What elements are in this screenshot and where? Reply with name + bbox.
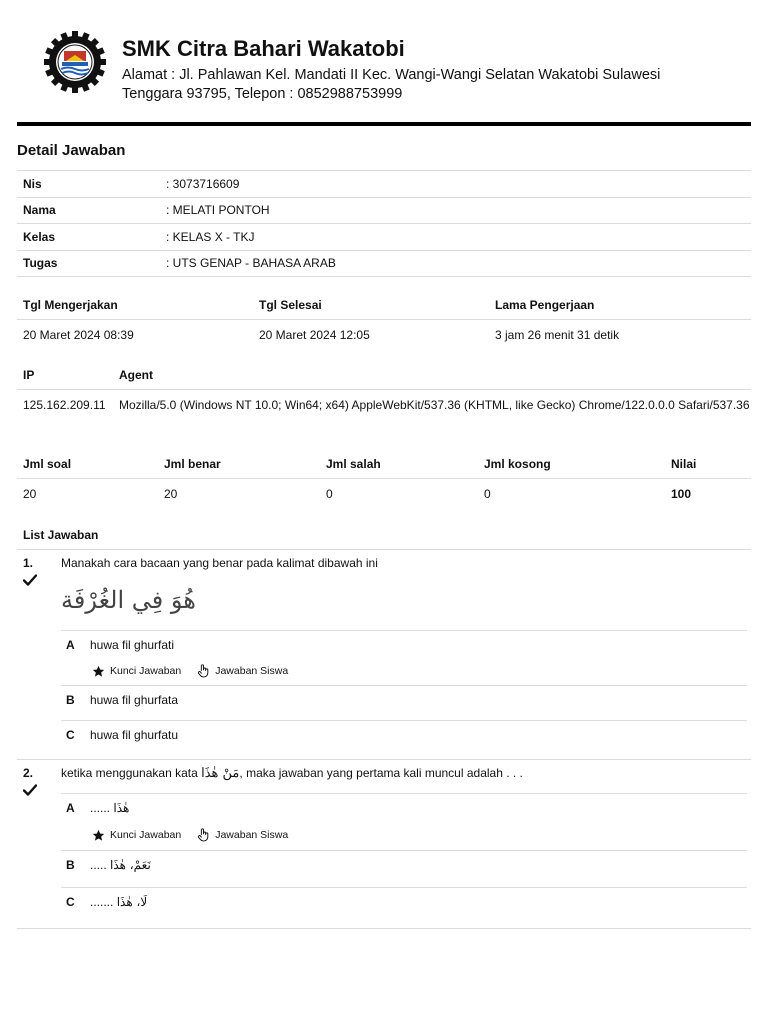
answer-option [61,685,747,720]
option-dots: ...... [90,801,111,815]
jml-benar-value: 20 [164,487,178,501]
check-icon [23,574,37,586]
nilai-value: 100 [671,487,692,501]
question-arabic-text: هُوَ فِي الغُرْفَة [61,586,196,614]
option-text: huwa fil ghurfatu [90,728,179,742]
section-title: Detail Jawaban [17,142,126,159]
col-tgl-selesai: Tgl Selesai [259,298,322,312]
col-jml-salah: Jml salah [326,457,381,471]
score-header-row [17,451,751,479]
star-icon [92,665,105,678]
student-info-table [17,170,751,277]
score-value-row [17,479,751,503]
page-header [17,0,751,126]
option-letter: B [66,858,75,872]
question-text [61,766,741,781]
answer-option [61,720,747,760]
kunci-jawaban-label: Kunci Jawaban [110,829,182,841]
option-letter: B [66,693,75,707]
option-dots: ..... [90,858,107,872]
col-jml-benar: Jml benar [164,457,221,471]
option-letter: C [66,728,75,742]
jawaban-siswa-label: Jawaban Siswa [215,665,289,677]
client-table [17,362,751,414]
info-value: : KELAS X - TKJ [166,229,255,244]
col-tgl-mengerjakan: Tgl Mengerjakan [23,298,118,312]
option-text: huwa fil ghurfata [90,693,179,707]
info-row [17,198,751,225]
tgl-mengerjakan-value: 20 Maret 2024 08:39 [23,328,134,342]
ip-value: 125.162.209.11 [23,398,106,412]
client-value-row [17,390,751,414]
jml-salah-value: 0 [326,487,333,501]
kunci-jawaban-tag [92,665,181,678]
option-text [90,895,147,909]
col-jml-soal: Jml soal [23,457,72,471]
school-name: SMK Citra Bahari Wakatobi [122,36,405,61]
client-header-row [17,362,751,390]
star-icon [92,829,105,842]
answer-option [61,793,747,850]
answer-option [61,887,747,929]
option-letter: A [66,638,75,652]
col-lama-pengerjaan: Lama Pengerjaan [495,298,595,312]
kunci-jawaban-tag [92,829,181,842]
question-item [17,549,751,759]
option-dots: ....... [90,895,114,909]
answer-option [61,630,747,685]
score-table [17,451,751,503]
option-arabic: لَا، هٰذَا [116,895,148,909]
info-label: Nama [23,203,56,218]
school-address: Alamat : Jl. Pahlawan Kel. Mandati II Kec. Wangi-Wangi Selatan Wakatobi Sulawesi Tenggara 93795, Telepon : 0852988753999 [122,67,661,102]
answer-option [61,850,747,887]
option-text [90,858,151,872]
option-text [90,801,129,815]
option-letter: A [66,801,75,815]
col-ip: IP [23,368,35,382]
question-number: 1. [23,556,34,570]
kunci-jawaban-label: Kunci Jawaban [110,665,182,677]
list-bottom-divider [17,928,751,929]
pointer-hand-icon [197,828,210,842]
agent-value: Mozilla/5.0 (Windows NT 10.0; Win64; x64) AppleWebKit/537.36 (KHTML, like Gecko) Chrome/122.0.0.0 Safari/537.36 [119,398,750,412]
option-text: huwa fil ghurfati [90,638,175,652]
timing-value-row [17,320,751,344]
list-jawaban-title: List Jawaban [23,528,99,542]
col-agent: Agent [119,368,153,382]
option-tags [92,664,304,678]
info-value: : UTS GENAP - BAHASA ARAB [166,256,336,271]
info-label: Nis [23,176,42,191]
info-label: Tugas [23,256,58,271]
jml-kosong-value: 0 [484,487,491,501]
tgl-selesai-value: 20 Maret 2024 12:05 [259,328,370,342]
timing-table [17,292,751,344]
info-value: : MELATI PONTOH [166,203,270,218]
pointer-hand-icon [197,664,210,678]
question-text-after: , maka jawaban yang pertama kali muncul adalah . . . [239,766,523,780]
jawaban-siswa-tag [197,828,288,842]
timing-header-row [17,292,751,320]
info-row [17,171,751,198]
check-icon [23,784,37,796]
option-arabic: هٰذَا [113,801,130,815]
info-label: Kelas [23,229,56,244]
question-arabic-inline: مَنْ هٰذَا [201,766,240,781]
lama-pengerjaan-value: 3 jam 26 menit 31 detik [495,328,620,342]
question-number: 2. [23,766,34,780]
jawaban-siswa-label: Jawaban Siswa [215,829,289,841]
col-jml-kosong: Jml kosong [484,457,551,471]
info-value: : 3073716609 [166,176,240,191]
jawaban-siswa-tag [197,664,288,678]
question-item [17,759,751,928]
question-text-before: ketika menggunakan kata [61,766,198,780]
option-arabic: نَعَمْ، هٰذَا [110,858,151,872]
option-tags [92,828,304,842]
school-gear-emblem-icon [44,31,106,93]
question-text: Manakah cara bacaan yang benar pada kalimat dibawah ini [61,556,378,570]
option-letter: C [66,895,75,909]
info-row [17,251,751,278]
col-nilai: Nilai [671,457,697,471]
jml-soal-value: 20 [23,487,37,501]
info-row [17,224,751,251]
